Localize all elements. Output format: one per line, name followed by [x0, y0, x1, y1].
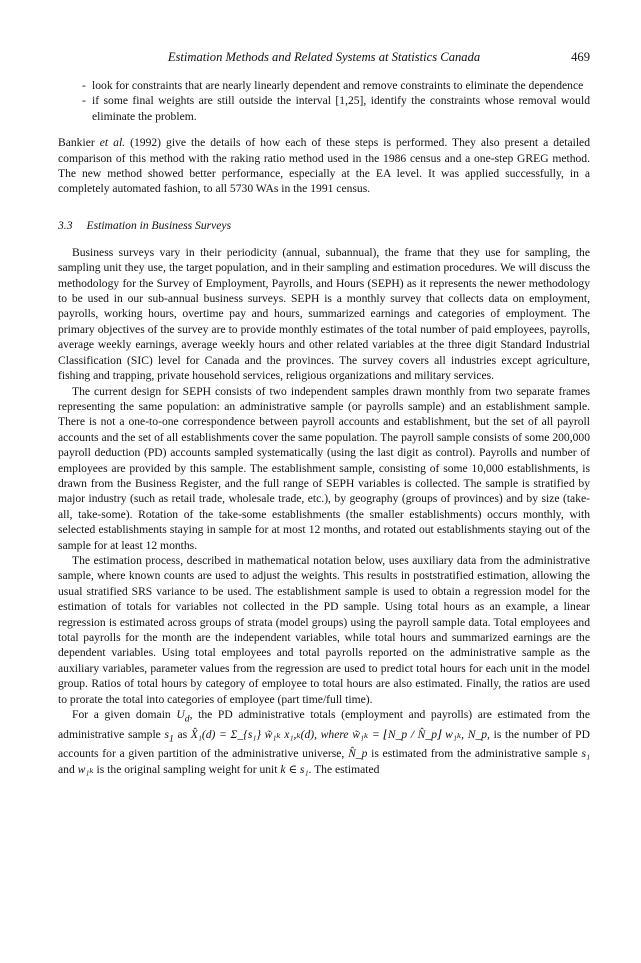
paragraph-domain	[58, 707, 590, 777]
math-s1	[164, 727, 174, 745]
math-k-in-s1: k ∈ s₁	[280, 762, 309, 776]
text-run: is estimated from the administrative sample	[367, 747, 582, 761]
section-heading	[58, 219, 590, 232]
running-header	[58, 50, 590, 70]
math-u	[176, 708, 190, 725]
paragraph-business-surveys: Business surveys vary in their periodicity (annual, subannual), the frame that they use for sampling, the sampling unit they use, the target population, and in their sampling and estimation procedures. We will discuss the methodology for the Survey of Employment, Payrolls, and Hours (SEPH) as it represents the newer methodology to be used in our sub-annual business surveys. SEPH is a monthly survey that collects data on employment, payrolls, working hours, overtime pay and hours, summarized earnings and categories of employment. The primary objectives of the survey are to provide monthly estimates of the total number of paid employees, payrolls, average weekly earnings, average weekly hours and other related variables at the three digit Standard Industrial Classification (SIC) level for Canada and the provinces. The survey covers all industries except agriculture, fishing and trapping, private household services, religious organizations and military services.	[58, 245, 590, 383]
dash-list	[58, 78, 590, 124]
list-item: - look for constraints that are nearly linearly dependent and remove constraints to eliminate the dependence	[82, 78, 590, 93]
math-symbol: s	[164, 727, 169, 741]
math-w1k: w₁ₖ	[77, 762, 94, 776]
section-number: 3.3	[58, 218, 73, 232]
section-title: Estimation in Business Surveys	[86, 218, 232, 232]
page	[58, 50, 590, 777]
text-run: For a given domain	[72, 708, 177, 722]
math-np-hat: N̂_p	[348, 747, 368, 761]
page-number: 469	[571, 50, 590, 64]
author-name: Bankier	[58, 136, 95, 150]
paragraph-text: (1992) give the details of how each of these steps is performed. They also present a detailed comparison of this method with the raking ratio method used in the 1986 census and a one-step GREG method. The new method showed better performance, especially at the EA level. It was applied successfully, in a completely automated fashion, to all 5730 WAs in the 1991 census.	[58, 136, 591, 196]
list-item: - if some final weights are still outside the interval [1,25], identify the constraints whose removal would eliminate the problem.	[82, 93, 590, 124]
running-title: Estimation Methods and Related Systems at Statistics Canada	[167, 50, 481, 64]
math-s1: s₁	[581, 747, 590, 761]
math-symbol: U	[176, 708, 185, 722]
text-run: and	[58, 762, 78, 776]
text-run: , the PD administrative totals (employment and payrolls) are estimated from the administrative sample	[58, 708, 590, 741]
formula: X̂₁(d) = Σ_{s₁} w̃₁ₖ x₁,ₖ(d), where w̃₁ₖ = ⌊N_p / N̂_p⌋ w₁ₖ, N_p,	[190, 727, 490, 741]
paragraph-estimation-process: The estimation process, described in mathematical notation below, uses auxiliary data from the administrative sample, where known counts are used to adjust the weights. This results in poststratified estimation, allowing the usual stratified SRS variance to be used. The establishment sample is used to obtain a regression model for the estimation of totals for variables not collected in the PD sample. Using total hours as an example, a linear regression is estimated across groups of strata (model groups) using the payroll sample data. Total employees and total payrolls for the month are the independent variables, while total hours and summarized earnings are the dependent variables. Using total employees and total payrolls reported on the administrative sample as the auxiliary variables, parameter values from the regression are used to predict total hours for each unit in the model group. Ratios of total hours by category of employee to total hours are also estimated. Finally, the ratios are used to prorate the total into categories of employee (part time/full time).	[58, 553, 590, 706]
math-subscript: 1	[168, 733, 174, 745]
paragraph-bankier	[58, 135, 590, 197]
text-run: is the original sampling weight for unit	[93, 762, 281, 776]
math-subscript: d	[184, 713, 190, 725]
text-run: . The estimated	[308, 762, 380, 776]
text-run: as	[173, 727, 191, 741]
et-al: et al.	[99, 136, 126, 150]
text-run: is the number of PD accounts for a given partition of the administrative universe,	[58, 727, 590, 761]
paragraph-current-design: The current design for SEPH consists of two independent samples drawn monthly from two separate frames representing the same population: an administrative sample (or payrolls sample) and an establishment sample. There is not a one-to-one correspondence between payroll accounts and establishment, but the set of all payroll accounts and the set of all establishments cover the same population. The payroll sample consists of some 200,000 payroll deduction (PD) accounts sampled systematically (using the last digit as control). Payrolls and number of employees are provided by this sample. The establishment sample, consisting of some 10,000 establishments, is drawn from the Business Register, and the full range of SEPH variables is collected. The sample is stratified by major industry (such as retail trade, wholesale trade, etc.), by geography (groups of provinces) and by size (take-all, take-some). Rotation of the take-some establishments (the smaller establishments) occurs monthly, with selected establishments staying in sample for at most 12 months, and rotated out establishments staying out of the sample for at least 12 months.	[58, 384, 590, 552]
